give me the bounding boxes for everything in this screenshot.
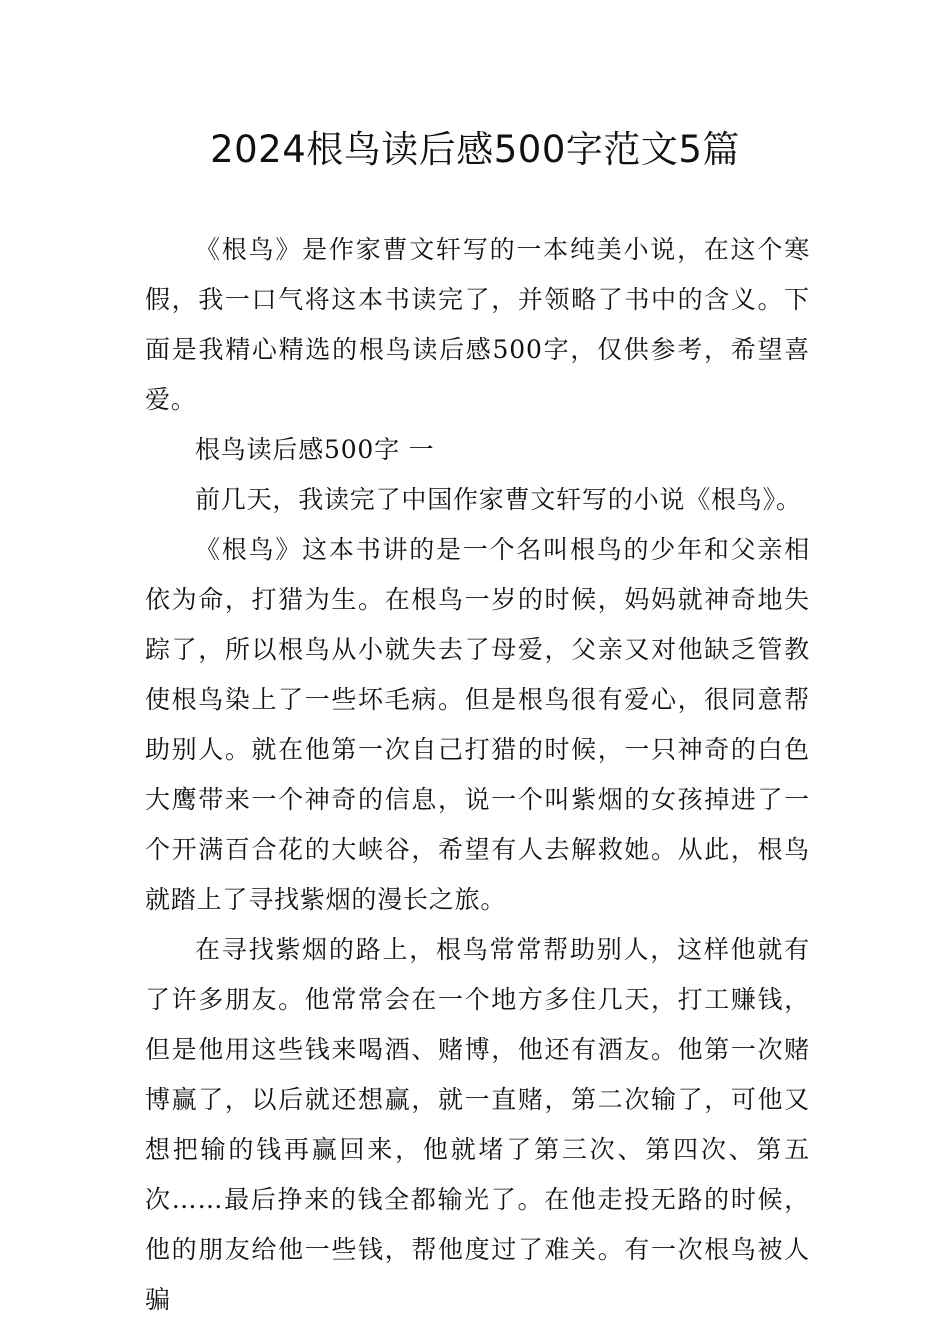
- paragraph-3: 在寻找紫烟的路上，根鸟常常帮助别人，这样他就有了许多朋友。他常常会在一个地方多住几天，打工赚钱，但是他用这些钱来喝酒、赌博，他还有酒友。他第一次赌博赢了，以后就还想赢，就一直赌，第二次输了，可他又想把输的钱再赢回来，他就堵了第三次、第四次、第五次……最后挣来的钱全都输光了。在他走投无路的时候，他的朋友给他一些钱，帮他度过了难关。有一次根鸟被人骗: [145, 935, 810, 1314]
- document-title: 2024根鸟读后感500字范文5篇: [210, 128, 740, 171]
- section-heading: 根鸟读后感500字 一: [195, 435, 435, 464]
- paragraph-2: 《根鸟》这本书讲的是一个名叫根鸟的少年和父亲相依为命，打猎为生。在根鸟一岁的时候，妈妈就神奇地失踪了，所以根鸟从小就失去了母爱，父亲又对他缺乏管教使根鸟染上了一些坏毛病。但是根鸟很有爱心，很同意帮助别人。就在他第一次自己打猎的时候，一只神奇的白色大鹰带来一个神奇的信息，说一个叫紫烟的女孩掉进了一个开满百合花的大峡谷，希望有人去解救她。从此，根鸟就踏上了寻找紫烟的漫长之旅。: [145, 535, 810, 914]
- paragraph-1: 前几天，我读完了中国作家曹文轩写的小说《根鸟》。: [195, 485, 802, 514]
- paragraph-intro: 《根鸟》是作家曹文轩写的一本纯美小说，在这个寒假，我一口气将这本书读完了，并领略了书中的含义。下面是我精心精选的根鸟读后感500字，仅供参考，希望喜爱。: [145, 235, 810, 414]
- document-body: [145, 225, 810, 1325]
